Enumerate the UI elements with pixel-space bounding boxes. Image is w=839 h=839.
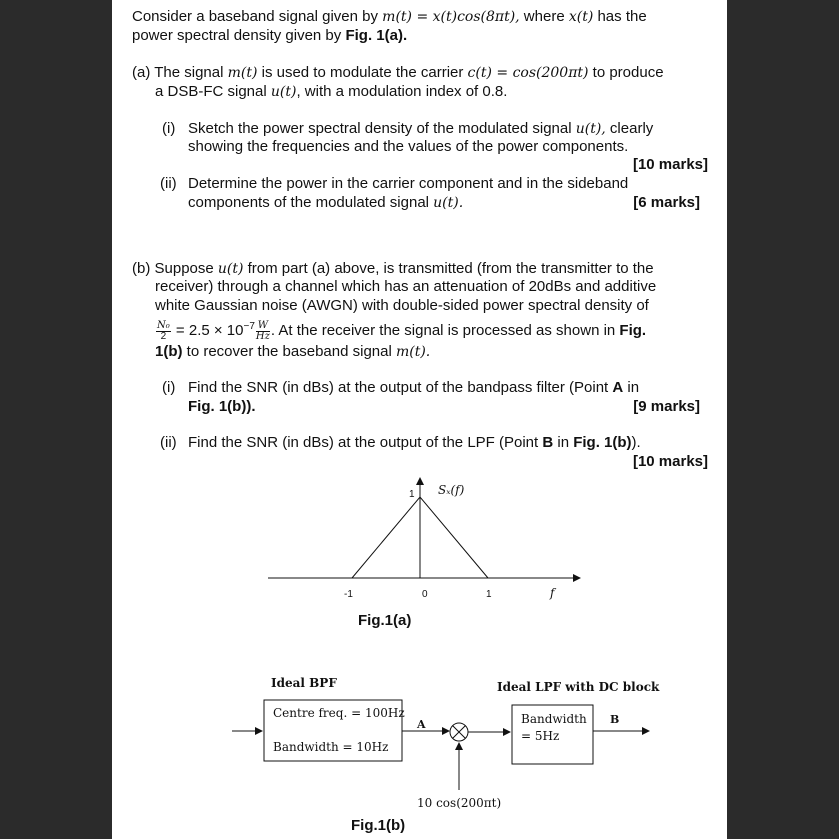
n0-fraction: $\frac{\text{N₀}}{2}$ — [157, 319, 170, 342]
unit-fraction: $\frac{W}{Hz}$ — [255, 319, 270, 342]
peak-label: 1 — [409, 489, 415, 500]
fig1a-caption: Fig.1(a) — [358, 612, 412, 629]
tick-label: 0 — [422, 589, 428, 600]
part-a-i-line-1: Sketch the power spectral density of the modulated signal u(t), clearly — [188, 120, 654, 137]
part-a-line-1: (a) The signal m(t) is used to modulate the carrier c(t) = cos(200πt) to produce — [132, 64, 664, 81]
part-a-ii-marks: [6 marks] — [633, 194, 700, 211]
lpf-bandwidth-value: = 5Hz — [521, 729, 560, 743]
oscillator-label: 10 cos(200πt) — [417, 796, 502, 810]
bpf-bandwidth: Bandwidth = 10Hz — [273, 740, 389, 754]
part-b-line-4: $\frac{\text{N₀}}{2}$ = $2.5 \times 10^{-7}$ $\frac{W}{Hz}$ . At the receiver the signal is processed as shown in Fig. — [157, 319, 647, 342]
y-axis-label: Sₓ(f) — [438, 483, 465, 497]
part-b-ii-marks: [10 marks] — [632, 453, 708, 470]
part-b-i-label: (i) — [162, 379, 176, 396]
block-diagram — [112, 0, 727, 839]
point-a-label: A — [417, 718, 426, 731]
part-a-ii-label: (ii) — [160, 175, 177, 192]
x-axis-label: f — [550, 586, 555, 600]
part-a-i-label: (i) — [162, 120, 176, 137]
point-b-label: B — [610, 713, 620, 726]
bpf-title: Ideal BPF — [271, 676, 337, 690]
part-a-line-2: a DSB-FC signal u(t), with a modulation index of 0.8. — [155, 83, 508, 100]
part-b-ii-line: Find the SNR (in dBs) at the output of the LPF (Point B in Fig. 1(b)). — [188, 434, 641, 451]
part-b-ii-label: (ii) — [160, 434, 177, 451]
mixer-icon — [450, 723, 468, 741]
lpf-title: Ideal LPF with DC block — [497, 680, 660, 694]
part-b-i-marks: [9 marks] — [633, 398, 700, 415]
part-a-ii-line-1: Determine the power in the carrier component and in the sideband — [188, 175, 629, 192]
part-a-ii-line-2: components of the modulated signal u(t). — [188, 194, 464, 211]
intro-line-2: power spectral density given by Fig. 1(a). — [132, 27, 408, 44]
intro-line-1: Consider a baseband signal given by m(t) = x(t)cos(8πt), where x(t) has the — [132, 8, 647, 25]
fig1b-caption: Fig.1(b) — [351, 817, 406, 834]
bpf-centre-freq: Centre freq. = 100Hz — [273, 706, 405, 720]
tick-label: 1 — [486, 589, 492, 600]
tick-label: -1 — [344, 589, 353, 600]
part-b-line-2: receiver) through a channel which has an attenuation of 20dBs and additive — [155, 278, 657, 295]
part-b-line-5: 1(b) to recover the baseband signal m(t). — [155, 343, 431, 360]
part-b-i-line-1: Find the SNR (in dBs) at the output of the bandpass filter (Point A in — [188, 379, 640, 396]
part-a-i-marks: [10 marks] — [632, 156, 708, 173]
part-b-line-3: white Gaussian noise (AWGN) with double-sided power spectral density of — [155, 297, 649, 314]
part-b-i-line-2: Fig. 1(b)). — [188, 398, 256, 415]
part-a-i-line-2: showing the frequencies and the values of the power components. — [188, 138, 629, 155]
part-b-line-1: (b) Suppose u(t) from part (a) above, is transmitted (from the transmitter to the — [132, 260, 654, 277]
lpf-bandwidth: Bandwidth — [521, 712, 587, 726]
document-page — [112, 0, 727, 839]
